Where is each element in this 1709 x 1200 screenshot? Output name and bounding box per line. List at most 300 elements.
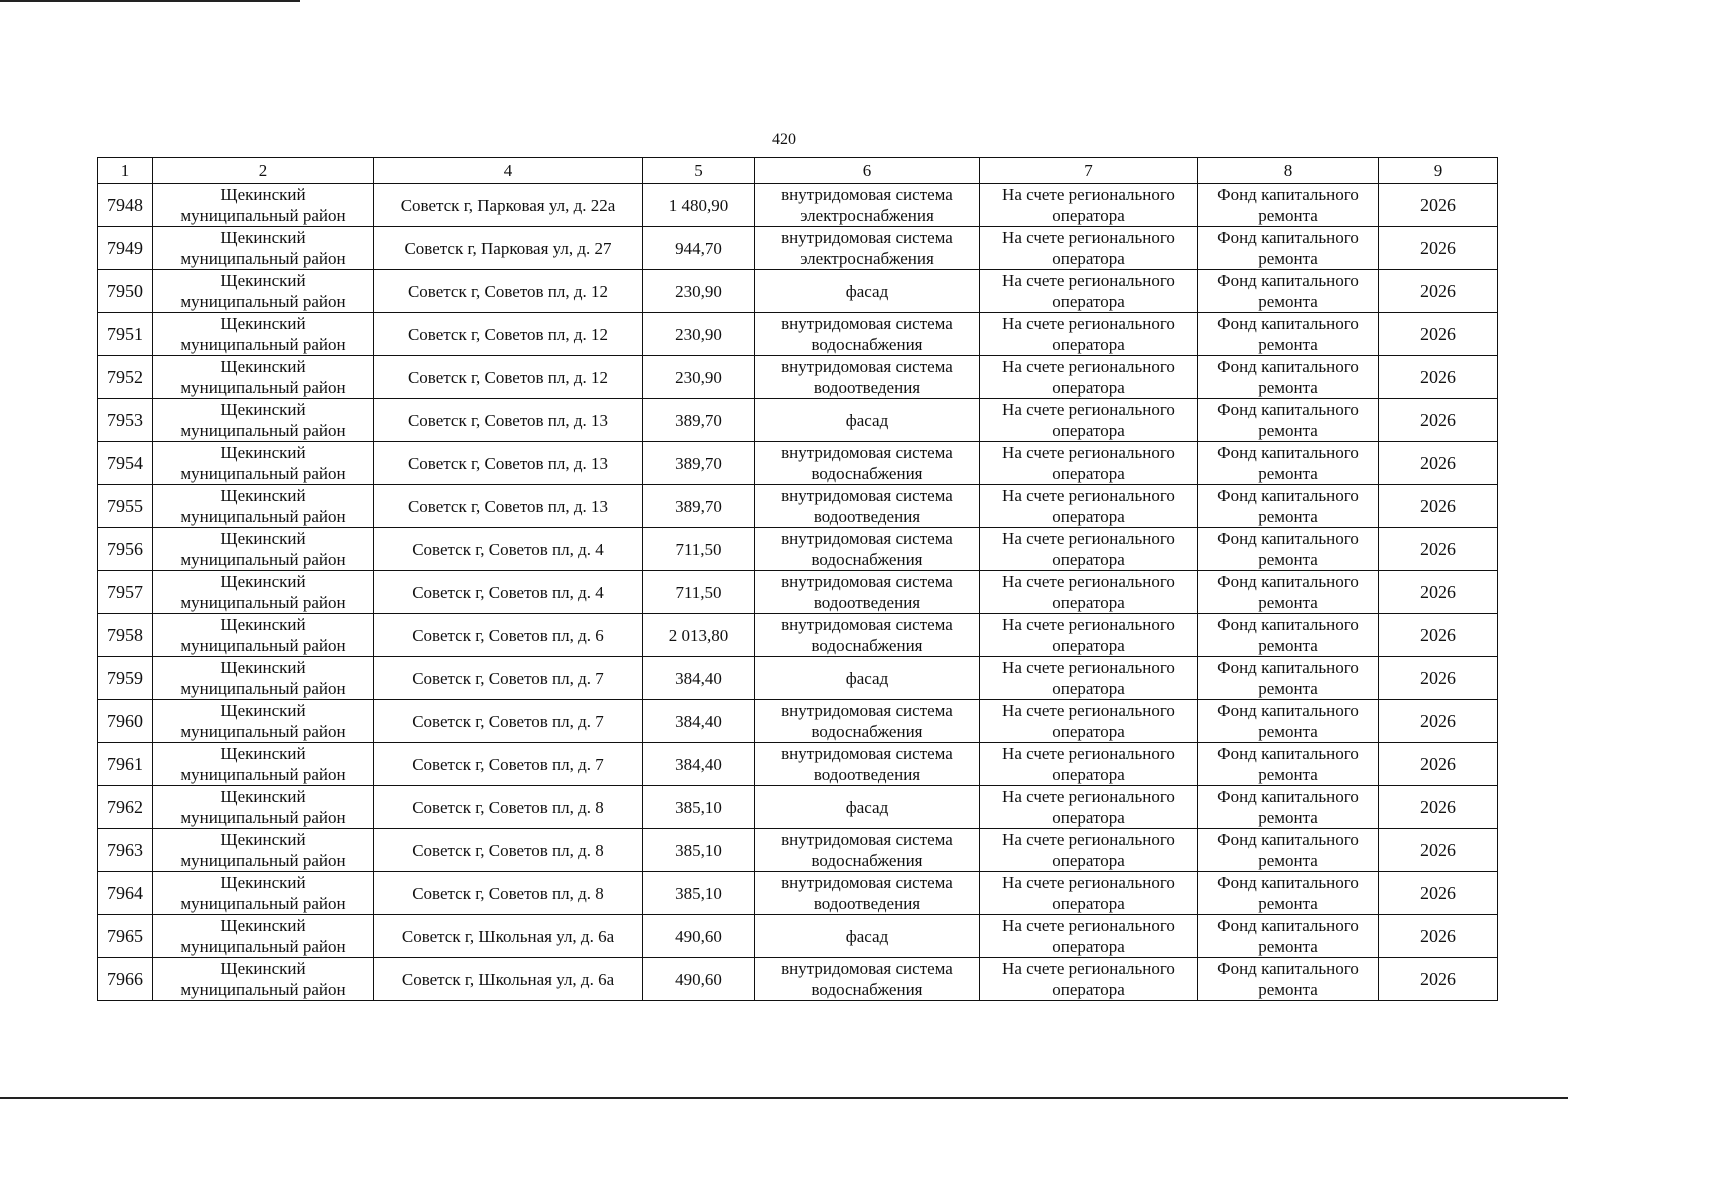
table-row [98, 528, 1498, 571]
funding-source-cell [1198, 657, 1379, 700]
year-cell: 2026 [1379, 743, 1498, 786]
structural-element-cell [755, 614, 980, 657]
structural-element-cell-line: фасад [845, 410, 889, 430]
funding-source-cell-line: ремонта [1258, 249, 1318, 268]
structural-element-cell [755, 356, 980, 399]
district-cell [153, 958, 374, 1001]
address-cell: Советск г, Советов пл, д. 13 [374, 442, 643, 485]
structural-element-cell [755, 184, 980, 227]
funding-source-cell-line: ремонта [1258, 206, 1318, 225]
district-cell-line: муниципальный район [180, 292, 346, 311]
funding-source-cell-line: Фонд капитального [1217, 959, 1359, 978]
fund-account-cell [980, 485, 1198, 528]
funding-source-cell [1198, 485, 1379, 528]
table-row [98, 614, 1498, 657]
row-number-cell: 7961 [98, 743, 153, 786]
district-cell-line: Щекинский [220, 701, 306, 720]
district-cell-line: муниципальный район [180, 980, 346, 999]
year-cell: 2026 [1379, 485, 1498, 528]
structural-element-cell-line: водоснабжения [811, 722, 923, 741]
fund-account-cell-line: оператора [1052, 636, 1125, 655]
area-cell: 490,60 [643, 958, 755, 1001]
district-cell-line: Щекинский [220, 443, 306, 462]
funding-source-cell-line: ремонта [1258, 421, 1318, 440]
fund-account-cell-line: оператора [1052, 292, 1125, 311]
fund-account-cell-line: оператора [1052, 249, 1125, 268]
fund-account-cell-line: На счете регионального [1002, 400, 1175, 419]
fund-account-cell [980, 227, 1198, 270]
district-cell [153, 270, 374, 313]
row-number-cell: 7964 [98, 872, 153, 915]
district-cell-line: муниципальный район [180, 636, 346, 655]
funding-source-cell-line: ремонта [1258, 937, 1318, 956]
funding-source-cell [1198, 528, 1379, 571]
table-body [98, 184, 1498, 1001]
fund-account-cell [980, 786, 1198, 829]
year-cell: 2026 [1379, 829, 1498, 872]
district-cell-line: муниципальный район [180, 249, 346, 268]
funding-source-cell-line: Фонд капитального [1217, 400, 1359, 419]
structural-element-cell-line: внутридомовая система [781, 443, 953, 462]
table-row [98, 399, 1498, 442]
row-number-cell: 7956 [98, 528, 153, 571]
funding-source-cell [1198, 915, 1379, 958]
structural-element-cell [755, 872, 980, 915]
area-cell: 944,70 [643, 227, 755, 270]
structural-element-cell-line: внутридомовая система [781, 228, 953, 247]
district-cell-line: Щекинский [220, 658, 306, 677]
structural-element-cell-line: фасад [845, 797, 889, 817]
district-cell-line: муниципальный район [180, 335, 346, 354]
funding-source-cell-line: Фонд капитального [1217, 830, 1359, 849]
structural-element-cell-line: водоотведения [813, 894, 921, 913]
structural-element-cell-line: внутридомовая система [781, 830, 953, 849]
district-cell-line: муниципальный район [180, 937, 346, 956]
year-cell: 2026 [1379, 442, 1498, 485]
district-cell-line: муниципальный район [180, 765, 346, 784]
district-cell [153, 227, 374, 270]
fund-account-cell [980, 270, 1198, 313]
column-number-row [98, 158, 1498, 184]
area-cell: 711,50 [643, 571, 755, 614]
district-cell-line: Щекинский [220, 228, 306, 247]
funding-source-cell-line: ремонта [1258, 980, 1318, 999]
fund-account-cell [980, 184, 1198, 227]
district-cell-line: Щекинский [220, 400, 306, 419]
address-cell: Советск г, Советов пл, д. 13 [374, 485, 643, 528]
year-cell: 2026 [1379, 356, 1498, 399]
address-cell: Советск г, Советов пл, д. 8 [374, 786, 643, 829]
area-cell: 230,90 [643, 313, 755, 356]
funding-source-cell [1198, 829, 1379, 872]
district-cell-line: Щекинский [220, 572, 306, 591]
area-cell: 490,60 [643, 915, 755, 958]
area-cell: 2 013,80 [643, 614, 755, 657]
funding-source-cell-line: Фонд капитального [1217, 572, 1359, 591]
row-number-cell: 7966 [98, 958, 153, 1001]
structural-element-cell [755, 958, 980, 1001]
fund-account-cell-line: На счете регионального [1002, 529, 1175, 548]
fund-account-cell [980, 872, 1198, 915]
district-cell-line: Щекинский [220, 959, 306, 978]
structural-element-cell [755, 700, 980, 743]
structural-element-cell [755, 786, 980, 829]
fund-account-cell-line: На счете регионального [1002, 185, 1175, 204]
address-cell: Советск г, Советов пл, д. 4 [374, 571, 643, 614]
structural-element-cell-line: внутридомовая система [781, 873, 953, 892]
address-cell: Советск г, Советов пл, д. 7 [374, 700, 643, 743]
address-cell: Советск г, Советов пл, д. 7 [374, 657, 643, 700]
year-cell: 2026 [1379, 184, 1498, 227]
district-cell-line: Щекинский [220, 314, 306, 333]
table-row [98, 442, 1498, 485]
address-cell: Советск г, Советов пл, д. 7 [374, 743, 643, 786]
table-row [98, 313, 1498, 356]
fund-account-cell-line: На счете регионального [1002, 959, 1175, 978]
district-cell-line: муниципальный район [180, 722, 346, 741]
table-row [98, 743, 1498, 786]
funding-source-cell-line: ремонта [1258, 378, 1318, 397]
fund-account-cell [980, 915, 1198, 958]
page-number: 420 [772, 131, 796, 148]
area-cell: 230,90 [643, 356, 755, 399]
funding-source-cell-line: ремонта [1258, 765, 1318, 784]
fund-account-cell-line: На счете регионального [1002, 443, 1175, 462]
fund-account-cell [980, 528, 1198, 571]
district-cell-line: муниципальный район [180, 851, 346, 870]
fund-account-cell [980, 313, 1198, 356]
funding-source-cell-line: Фонд капитального [1217, 701, 1359, 720]
funding-source-cell-line: Фонд капитального [1217, 314, 1359, 333]
funding-source-cell [1198, 743, 1379, 786]
fund-account-cell-line: оператора [1052, 937, 1125, 956]
year-cell: 2026 [1379, 958, 1498, 1001]
year-cell: 2026 [1379, 528, 1498, 571]
funding-source-cell-line: Фонд капитального [1217, 658, 1359, 677]
funding-source-cell-line: Фонд капитального [1217, 357, 1359, 376]
table-row [98, 700, 1498, 743]
funding-source-cell-line: ремонта [1258, 335, 1318, 354]
year-cell: 2026 [1379, 571, 1498, 614]
structural-element-cell [755, 399, 980, 442]
structural-element-cell-line: фасад [845, 668, 889, 688]
year-cell: 2026 [1379, 872, 1498, 915]
funding-source-cell [1198, 227, 1379, 270]
row-number-cell: 7965 [98, 915, 153, 958]
year-cell: 2026 [1379, 700, 1498, 743]
structural-element-cell [755, 270, 980, 313]
area-cell: 384,40 [643, 700, 755, 743]
district-cell-line: муниципальный район [180, 378, 346, 397]
funding-source-cell-line: Фонд капитального [1217, 529, 1359, 548]
fund-account-cell-line: На счете регионального [1002, 357, 1175, 376]
table-row [98, 958, 1498, 1001]
area-cell: 230,90 [643, 270, 755, 313]
funding-source-cell-line: Фонд капитального [1217, 615, 1359, 634]
fund-account-cell [980, 657, 1198, 700]
table-row [98, 270, 1498, 313]
district-cell-line: муниципальный район [180, 679, 346, 698]
table-row [98, 657, 1498, 700]
fund-account-cell-line: оператора [1052, 550, 1125, 569]
address-cell: Советск г, Школьная ул, д. 6а [374, 915, 643, 958]
district-cell-line: Щекинский [220, 830, 306, 849]
district-cell-line: Щекинский [220, 744, 306, 763]
col-header: 1 [98, 158, 153, 184]
address-cell: Советск г, Советов пл, д. 6 [374, 614, 643, 657]
address-cell: Советск г, Парковая ул, д. 27 [374, 227, 643, 270]
structural-element-cell-line: водоснабжения [811, 464, 923, 483]
row-number-cell: 7957 [98, 571, 153, 614]
district-cell [153, 743, 374, 786]
structural-element-cell-line: внутридомовая система [781, 572, 953, 591]
table-row [98, 184, 1498, 227]
funding-source-cell-line: Фонд капитального [1217, 486, 1359, 505]
structural-element-cell [755, 313, 980, 356]
fund-account-cell-line: На счете регионального [1002, 658, 1175, 677]
fund-account-cell-line: На счете регионального [1002, 271, 1175, 290]
district-cell-line: муниципальный район [180, 464, 346, 483]
fund-account-cell [980, 958, 1198, 1001]
district-cell-line: Щекинский [220, 615, 306, 634]
structural-element-cell [755, 829, 980, 872]
funding-source-cell-line: Фонд капитального [1217, 271, 1359, 290]
fund-account-cell-line: На счете регионального [1002, 787, 1175, 806]
fund-account-cell-line: На счете регионального [1002, 572, 1175, 591]
table-row [98, 872, 1498, 915]
district-cell-line: Щекинский [220, 486, 306, 505]
district-cell [153, 915, 374, 958]
district-cell [153, 829, 374, 872]
year-cell: 2026 [1379, 614, 1498, 657]
district-cell [153, 571, 374, 614]
funding-source-cell-line: Фонд капитального [1217, 744, 1359, 763]
fund-account-cell-line: На счете регионального [1002, 486, 1175, 505]
structural-element-cell-line: внутридомовая система [781, 959, 953, 978]
district-cell-line: муниципальный район [180, 206, 346, 225]
structural-element-cell-line: фасад [845, 926, 889, 946]
fund-account-cell-line: оператора [1052, 378, 1125, 397]
district-cell-line: муниципальный район [180, 507, 346, 526]
area-cell: 389,70 [643, 399, 755, 442]
structural-element-cell-line: внутридомовая система [781, 357, 953, 376]
funding-source-cell-line: ремонта [1258, 808, 1318, 827]
fund-account-cell-line: оператора [1052, 206, 1125, 225]
fund-account-cell-line: оператора [1052, 851, 1125, 870]
address-cell: Советск г, Советов пл, д. 13 [374, 399, 643, 442]
fund-account-cell [980, 571, 1198, 614]
structural-element-cell-line: водоотведения [813, 378, 921, 397]
bottom-border-line [0, 1097, 1568, 1099]
fund-account-cell-line: оператора [1052, 421, 1125, 440]
col-header: 9 [1379, 158, 1498, 184]
col-header: 7 [980, 158, 1198, 184]
capital-repair-table [97, 157, 1498, 1001]
fund-account-cell-line: оператора [1052, 679, 1125, 698]
row-number-cell: 7951 [98, 313, 153, 356]
top-border-line [0, 0, 300, 2]
funding-source-cell-line: ремонта [1258, 292, 1318, 311]
structural-element-cell [755, 743, 980, 786]
structural-element-cell-line: водоснабжения [811, 636, 923, 655]
district-cell [153, 700, 374, 743]
fund-account-cell [980, 700, 1198, 743]
funding-source-cell [1198, 614, 1379, 657]
funding-source-cell [1198, 270, 1379, 313]
table-row [98, 356, 1498, 399]
fund-account-cell-line: На счете регионального [1002, 830, 1175, 849]
col-header: 4 [374, 158, 643, 184]
row-number-cell: 7963 [98, 829, 153, 872]
address-cell: Советск г, Советов пл, д. 4 [374, 528, 643, 571]
funding-source-cell-line: Фонд капитального [1217, 787, 1359, 806]
structural-element-cell-line: электроснабжения [800, 206, 934, 225]
district-cell-line: Щекинский [220, 271, 306, 290]
funding-source-cell [1198, 184, 1379, 227]
fund-account-cell-line: На счете регионального [1002, 744, 1175, 763]
structural-element-cell-line: внутридомовая система [781, 486, 953, 505]
area-cell: 385,10 [643, 786, 755, 829]
area-cell: 385,10 [643, 872, 755, 915]
table-row [98, 786, 1498, 829]
table-row [98, 829, 1498, 872]
district-cell-line: муниципальный район [180, 808, 346, 827]
fund-account-cell-line: оператора [1052, 894, 1125, 913]
row-number-cell: 7948 [98, 184, 153, 227]
fund-account-cell [980, 356, 1198, 399]
table-row [98, 227, 1498, 270]
funding-source-cell-line: ремонта [1258, 593, 1318, 612]
funding-source-cell-line: Фонд капитального [1217, 873, 1359, 892]
structural-element-cell [755, 442, 980, 485]
fund-account-cell [980, 442, 1198, 485]
structural-element-cell-line: водоснабжения [811, 851, 923, 870]
structural-element-cell-line: внутридомовая система [781, 744, 953, 763]
area-cell: 384,40 [643, 743, 755, 786]
funding-source-cell [1198, 571, 1379, 614]
address-cell: Советск г, Советов пл, д. 12 [374, 356, 643, 399]
structural-element-cell [755, 571, 980, 614]
district-cell-line: Щекинский [220, 357, 306, 376]
funding-source-cell-line: Фонд капитального [1217, 228, 1359, 247]
funding-source-cell [1198, 313, 1379, 356]
structural-element-cell [755, 485, 980, 528]
area-cell: 389,70 [643, 442, 755, 485]
funding-source-cell-line: Фонд капитального [1217, 185, 1359, 204]
fund-account-cell [980, 614, 1198, 657]
year-cell: 2026 [1379, 227, 1498, 270]
address-cell: Советск г, Советов пл, д. 8 [374, 829, 643, 872]
col-header: 5 [643, 158, 755, 184]
row-number-cell: 7958 [98, 614, 153, 657]
fund-account-cell-line: На счете регионального [1002, 615, 1175, 634]
year-cell: 2026 [1379, 313, 1498, 356]
table-row [98, 571, 1498, 614]
district-cell-line: Щекинский [220, 185, 306, 204]
address-cell: Советск г, Советов пл, д. 12 [374, 313, 643, 356]
district-cell-line: муниципальный район [180, 894, 346, 913]
structural-element-cell-line: электроснабжения [800, 249, 934, 268]
area-cell: 389,70 [643, 485, 755, 528]
row-number-cell: 7949 [98, 227, 153, 270]
district-cell-line: Щекинский [220, 529, 306, 548]
fund-account-cell-line: оператора [1052, 593, 1125, 612]
row-number-cell: 7950 [98, 270, 153, 313]
funding-source-cell [1198, 872, 1379, 915]
fund-account-cell-line: На счете регионального [1002, 314, 1175, 333]
funding-source-cell-line: ремонта [1258, 636, 1318, 655]
structural-element-cell-line: фасад [845, 281, 889, 301]
structural-element-cell-line: водоотведения [813, 593, 921, 612]
fund-account-cell [980, 829, 1198, 872]
fund-account-cell-line: На счете регионального [1002, 701, 1175, 720]
address-cell: Советск г, Парковая ул, д. 22а [374, 184, 643, 227]
row-number-cell: 7954 [98, 442, 153, 485]
col-header: 2 [153, 158, 374, 184]
structural-element-cell [755, 915, 980, 958]
structural-element-cell-line: водоснабжения [811, 550, 923, 569]
year-cell: 2026 [1379, 657, 1498, 700]
structural-element-cell-line: внутридомовая система [781, 185, 953, 204]
structural-element-cell [755, 227, 980, 270]
address-cell: Советск г, Школьная ул, д. 6а [374, 958, 643, 1001]
row-number-cell: 7960 [98, 700, 153, 743]
district-cell-line: Щекинский [220, 787, 306, 806]
col-header: 8 [1198, 158, 1379, 184]
year-cell: 2026 [1379, 915, 1498, 958]
district-cell-line: муниципальный район [180, 550, 346, 569]
area-cell: 711,50 [643, 528, 755, 571]
funding-source-cell-line: ремонта [1258, 894, 1318, 913]
fund-account-cell-line: На счете регионального [1002, 873, 1175, 892]
row-number-cell: 7953 [98, 399, 153, 442]
structural-element-cell [755, 657, 980, 700]
funding-source-cell-line: ремонта [1258, 722, 1318, 741]
district-cell [153, 399, 374, 442]
area-cell: 385,10 [643, 829, 755, 872]
structural-element-cell-line: водоотведения [813, 765, 921, 784]
funding-source-cell-line: ремонта [1258, 507, 1318, 526]
district-cell [153, 872, 374, 915]
district-cell [153, 528, 374, 571]
funding-source-cell-line: ремонта [1258, 851, 1318, 870]
structural-element-cell-line: внутридомовая система [781, 529, 953, 548]
district-cell [153, 442, 374, 485]
fund-account-cell-line: На счете регионального [1002, 228, 1175, 247]
fund-account-cell [980, 743, 1198, 786]
structural-element-cell-line: водоотведения [813, 507, 921, 526]
structural-element-cell-line: внутридомовая система [781, 314, 953, 333]
funding-source-cell [1198, 700, 1379, 743]
funding-source-cell [1198, 442, 1379, 485]
fund-account-cell-line: оператора [1052, 507, 1125, 526]
funding-source-cell [1198, 399, 1379, 442]
row-number-cell: 7959 [98, 657, 153, 700]
district-cell [153, 313, 374, 356]
district-cell-line: Щекинский [220, 873, 306, 892]
district-cell [153, 657, 374, 700]
year-cell: 2026 [1379, 270, 1498, 313]
funding-source-cell-line: Фонд капитального [1217, 916, 1359, 935]
district-cell [153, 356, 374, 399]
structural-element-cell [755, 528, 980, 571]
district-cell-line: муниципальный район [180, 421, 346, 440]
fund-account-cell-line: оператора [1052, 722, 1125, 741]
funding-source-cell [1198, 786, 1379, 829]
funding-source-cell-line: ремонта [1258, 550, 1318, 569]
row-number-cell: 7955 [98, 485, 153, 528]
year-cell: 2026 [1379, 786, 1498, 829]
